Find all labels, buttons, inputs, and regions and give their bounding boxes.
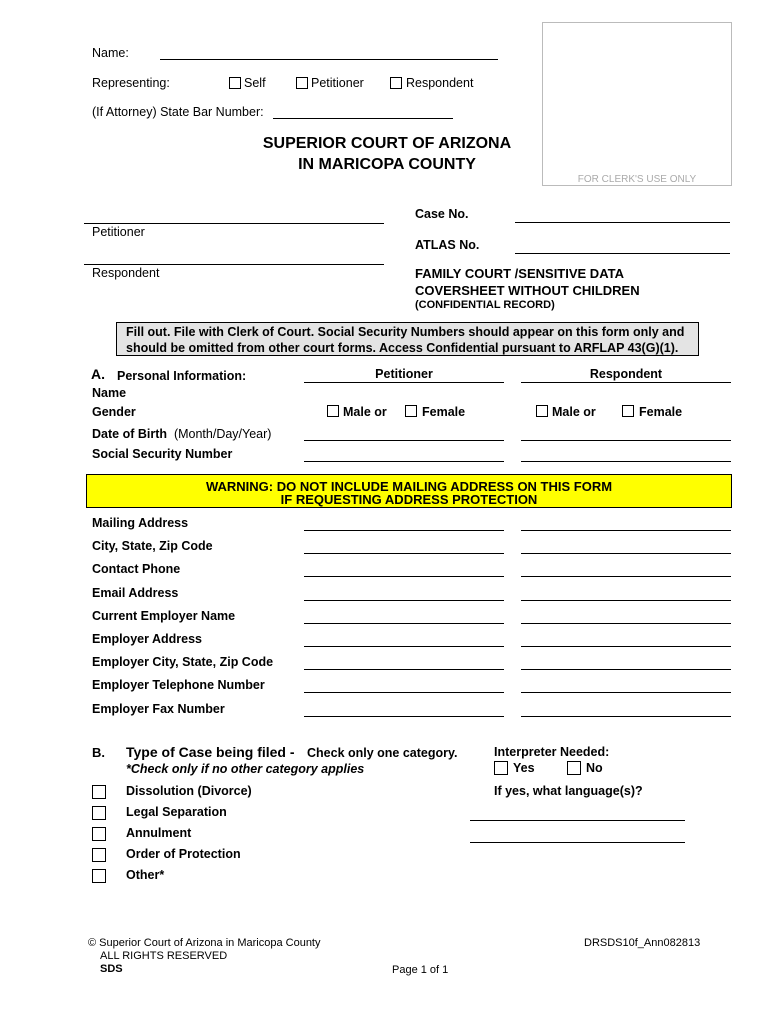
petitioner-caption: Petitioner (92, 225, 145, 239)
case-type-checkbox[interactable] (92, 869, 106, 883)
bar-number-field[interactable] (273, 118, 453, 119)
court-title-line1: SUPERIOR COURT OF ARIZONA (262, 135, 512, 152)
respondent-field-line[interactable] (521, 669, 731, 670)
petitioner-field-line[interactable] (304, 600, 504, 601)
section-a-heading: Personal Information: (117, 369, 247, 383)
instructions-line2: should be omitted from other court forms. Access Confidential pursuant to ARFLAP 43(G)(1). (126, 341, 679, 355)
language-label: If yes, what language(s)? (494, 784, 643, 798)
case-type-label: Legal Separation (126, 805, 227, 819)
respondent-field-line[interactable] (521, 600, 731, 601)
field-label: Contact Phone (92, 562, 181, 576)
section-a-letter: A. (91, 366, 105, 382)
self-label: Self (244, 76, 266, 90)
section-b-subnote: *Check only if no other category applies (126, 762, 365, 776)
respondent-rep-checkbox[interactable] (390, 77, 402, 89)
section-b-heading: Type of Case being filed - (126, 744, 295, 760)
petitioner-female-label: Female (422, 405, 466, 419)
respondent-field-line[interactable] (521, 530, 731, 531)
interpreter-label: Interpreter Needed: (494, 745, 610, 759)
respondent-field-line[interactable] (521, 576, 731, 577)
petitioner-rep-checkbox[interactable] (296, 77, 308, 89)
case-type-checkbox[interactable] (92, 806, 106, 820)
footer-rights: ALL RIGHTS RESERVED (100, 950, 228, 962)
petitioner-field-line[interactable] (304, 530, 504, 531)
atlas-no-label: ATLAS No. (415, 238, 480, 252)
petitioner-field-line[interactable] (304, 553, 504, 554)
respondent-name-field[interactable] (521, 382, 731, 383)
petitioner-male-checkbox[interactable] (327, 405, 339, 417)
respondent-dob-field[interactable] (521, 440, 731, 441)
doc-title-line1: FAMILY COURT /SENSITIVE DATA (415, 266, 624, 281)
respondent-field-line[interactable] (521, 553, 731, 554)
petitioner-rep-label: Petitioner (311, 76, 364, 90)
petitioner-name-line[interactable] (84, 223, 384, 224)
dob-label-text: Date of Birth (92, 427, 167, 441)
confidential-label: (CONFIDENTIAL RECORD) (415, 299, 555, 311)
dob-format: (Month/Day/Year) (173, 427, 272, 441)
instructions-line1: Fill out. File with Clerk of Court. Social Security Numbers should appear on this form only and (126, 325, 685, 339)
respondent-caption: Respondent (92, 266, 160, 280)
petitioner-ssn-field[interactable] (304, 461, 504, 462)
dob-label (92, 427, 271, 441)
respondent-name-line[interactable] (84, 264, 384, 265)
petitioner-field-line[interactable] (304, 692, 504, 693)
respondent-male-checkbox[interactable] (536, 405, 548, 417)
warning-line1: WARNING: DO NOT INCLUDE MAILING ADDRESS ON THIS FORM (205, 479, 613, 494)
representing-label: Representing: (92, 76, 170, 90)
interpreter-yes-checkbox[interactable] (494, 761, 508, 775)
field-label: Current Employer Name (92, 609, 236, 623)
case-type-label: Other* (126, 868, 165, 882)
respondent-field-line[interactable] (521, 692, 731, 693)
doc-title-line2: COVERSHEET WITHOUT CHILDREN (415, 283, 640, 298)
interpreter-yes-label: Yes (513, 761, 535, 775)
petitioner-male-label: Male or (343, 405, 387, 419)
respondent-field-line[interactable] (521, 646, 731, 647)
footer-page: Page 1 of 1 (392, 964, 449, 976)
case-type-checkbox[interactable] (92, 827, 106, 841)
interpreter-no-checkbox[interactable] (567, 761, 581, 775)
petitioner-female-checkbox[interactable] (405, 405, 417, 417)
clerk-use-box (542, 22, 732, 186)
respondent-field-line[interactable] (521, 623, 731, 624)
footer-copyright: © Superior Court of Arizona in Maricopa County (88, 937, 321, 949)
atlas-no-field[interactable] (515, 253, 730, 254)
name-label: Name: (92, 46, 129, 60)
court-title-line2: IN MARICOPA COUNTY (298, 156, 476, 173)
name-row-label: Name (92, 386, 127, 400)
petitioner-field-line[interactable] (304, 623, 504, 624)
petitioner-field-line[interactable] (304, 716, 504, 717)
section-b-heading-note: Check only one category. (307, 746, 458, 760)
respondent-column-header: Respondent (589, 367, 663, 381)
language-field-2[interactable] (470, 842, 685, 843)
respondent-rep-label: Respondent (406, 76, 474, 90)
footer-form-id: DRSDS10f_Ann082813 (584, 937, 701, 949)
language-field-1[interactable] (470, 820, 685, 821)
petitioner-column-header: Petitioner (375, 367, 433, 381)
respondent-male-label: Male or (552, 405, 596, 419)
bar-number-label: (If Attorney) State Bar Number: (92, 105, 264, 119)
case-type-checkbox[interactable] (92, 848, 106, 862)
warning-line2: IF REQUESTING ADDRESS PROTECTION (280, 492, 538, 507)
field-label: Employer Fax Number (92, 702, 225, 716)
name-field[interactable] (160, 59, 498, 60)
respondent-female-checkbox[interactable] (622, 405, 634, 417)
petitioner-field-line[interactable] (304, 646, 504, 647)
clerk-use-label: FOR CLERK'S USE ONLY (577, 174, 697, 185)
interpreter-no-label: No (586, 761, 603, 775)
footer-sds: SDS (100, 963, 123, 975)
petitioner-dob-field[interactable] (304, 440, 504, 441)
field-label: Employer Address (92, 632, 202, 646)
field-label: Mailing Address (92, 516, 189, 530)
section-b-letter: B. (92, 745, 105, 760)
case-type-label: Dissolution (Divorce) (126, 784, 252, 798)
petitioner-name-field[interactable] (304, 382, 504, 383)
case-no-label: Case No. (415, 207, 469, 221)
field-label: Employer City, State, Zip Code (92, 655, 274, 669)
respondent-ssn-field[interactable] (521, 461, 731, 462)
respondent-field-line[interactable] (521, 716, 731, 717)
petitioner-field-line[interactable] (304, 669, 504, 670)
ssn-label: Social Security Number (92, 447, 233, 461)
petitioner-field-line[interactable] (304, 576, 504, 577)
case-type-label: Order of Protection (126, 847, 241, 861)
gender-label: Gender (92, 405, 136, 419)
self-checkbox[interactable] (229, 77, 241, 89)
field-label: City, State, Zip Code (92, 539, 213, 553)
respondent-female-label: Female (639, 405, 683, 419)
field-label: Employer Telephone Number (92, 678, 265, 692)
case-type-checkbox[interactable] (92, 785, 106, 799)
field-label: Email Address (92, 586, 179, 600)
case-type-label: Annulment (126, 826, 192, 840)
case-no-field[interactable] (515, 222, 730, 223)
